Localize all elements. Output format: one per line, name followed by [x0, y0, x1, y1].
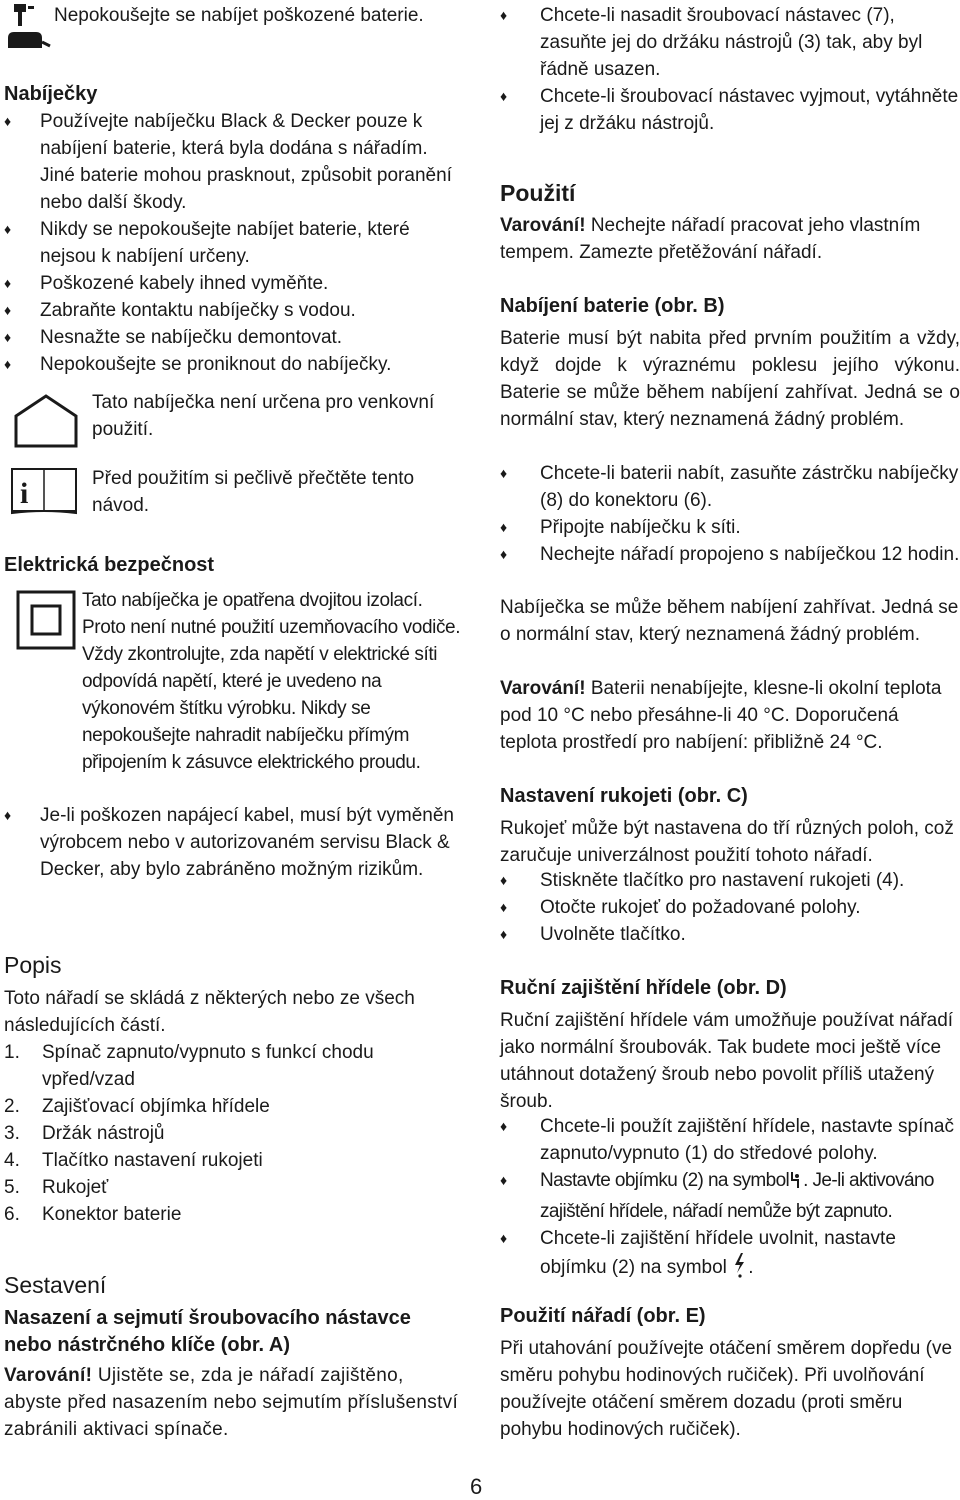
- pouziti-warning: [500, 212, 960, 266]
- left-column: [4, 0, 464, 1440]
- list-item: ♦ Nikdy se nepokoušejte nabíjet baterie, které nejsou k nabíjení určeny.: [4, 216, 464, 270]
- list-item: [500, 1225, 960, 1286]
- lightning-symbol-icon: [732, 1252, 748, 1286]
- warning-text: Nechejte nářadí pracovat jeho vlastním tempem. Zamezte přetěžování nářadí.: [500, 215, 921, 263]
- item-number: 3.: [4, 1123, 20, 1144]
- nabijeni-text: Baterie musí být nabita před prvním použitím a vždy, když dojde k výraznému poklesu jejího výkonu. Baterie se může během nabíjení zahřívat. Jedná se o normální stav, který neznamená žádný problém.: [500, 328, 960, 430]
- list-item: ♦ Poškozené kabely ihned vyměňte.: [4, 270, 464, 297]
- electrical-text: Tato nabíječka je opatřena dvojitou izolací. Proto není nutné použití uzemňovacího vodiče. Vždy zkontrolujte, zda napětí v elektrické síti odpovídá napětí, které je uvedeno na výkonovém štítku výrobku. Nikdy se nepokoušejte nahradit nabíječku přímým připojením k zásuvce elektrického proudu.: [82, 590, 461, 773]
- warning-label: Varování!: [500, 215, 586, 236]
- info-book-icon: [10, 465, 78, 527]
- indoor-note: Tato nabíječka není určena pro venkovní použití.: [92, 392, 435, 440]
- item-text: Nastavte objímku (2) na symbol: [540, 1170, 790, 1191]
- hridel-text: Ruční zajištění hřídele vám umožňuje používat nářadí jako normální šroubovák. Tak budete moci ještě více utáhnout dotažený šroub nebo povolit příliš utažený šroub.: [500, 1010, 954, 1112]
- list-item: ♦ Otočte rukojeť do požadované polohy.: [500, 894, 960, 921]
- item-text: Konektor baterie: [42, 1204, 182, 1225]
- list-item: [500, 1167, 960, 1225]
- electrical-heading: Elektrická bezpečnost: [4, 554, 215, 576]
- list-item: ♦ Stiskněte tlačítko pro nastavení rukojeti (4).: [500, 867, 960, 894]
- shaft-lock-symbol-icon: [789, 1170, 803, 1198]
- warning-label: Varování!: [4, 1365, 93, 1386]
- nabijeni-warning: [500, 675, 960, 756]
- sestaveni-subheading: Nasazení a sejmutí šroubovacího nástavce nebo nástrčného klíče (obr. A): [4, 1307, 411, 1356]
- list-item: ♦ Zabraňte kontaktu nabíječky s vodou.: [4, 297, 464, 324]
- list-item: ♦ Uvolněte tlačítko.: [500, 921, 960, 948]
- rukojet-list: [500, 867, 960, 948]
- nabijeni-heading: Nabíjení baterie (obr. B): [500, 295, 725, 317]
- list-item: ♦ Používejte nabíječku Black & Decker pouze k nabíjení baterie, která byla dodána s nářadím. Jiné baterie mohou prasknout, způsobit poranění nebo další škody.: [4, 108, 464, 216]
- item-text: .: [748, 1257, 754, 1278]
- chargers-heading: Nabíječky: [4, 83, 98, 105]
- pouziti-naradi-text: Při utahování používejte otáčení směrem dopředu (ve směru pohybu hodinových ručiček). Při uvolňování používejte otáčení směrem dozadu (proti směru pohybu hodinových ručiček).: [500, 1338, 953, 1440]
- page-number: 6: [470, 1474, 483, 1499]
- manual-note: Před použitím si pečlivě přečtěte tento návod.: [92, 468, 415, 516]
- chargers-list: [4, 108, 464, 378]
- pouziti-naradi-heading: Použití nářadí (obr. E): [500, 1305, 706, 1327]
- list-item: ♦ Nepokoušejte se proniknout do nabíječky.: [4, 351, 464, 378]
- item-number: 2.: [4, 1096, 20, 1117]
- hridel-heading: Ruční zajištění hřídele (obr. D): [500, 977, 787, 999]
- warning-label: Varování!: [500, 678, 586, 699]
- list-item: ♦ Nechejte nářadí propojeno s nabíječkou 12 hodin.: [500, 541, 960, 568]
- sestaveni-heading: Sestavení: [4, 1272, 107, 1298]
- hridel-list: [500, 1113, 960, 1286]
- popis-intro: Toto nářadí se skládá z některých nebo ze všech následujících částí.: [4, 988, 415, 1036]
- cable-item: ♦ Je-li poškozen napájecí kabel, musí být vyměněn výrobcem nebo v autorizovaném servisu Black & Decker, aby bylo zabráněno možným rizikům.: [4, 802, 464, 883]
- battery-charger-icon: [6, 2, 52, 58]
- list-item: ♦ Připojte nabíječku k síti.: [500, 514, 960, 541]
- sestaveni-warning: [4, 1362, 464, 1443]
- item-text: Zajišťovací objímka hřídele: [42, 1096, 270, 1117]
- warning-text: Ujistěte se, zda je nářadí zajištěno, abyste před nasazením nebo sejmutím příslušenství zabránili aktivaci spínače.: [4, 1365, 459, 1440]
- list-item: [4, 1120, 464, 1147]
- item-text: Chcete-li zajištění hřídele uvolnit, nastavte objímku (2) na symbol: [540, 1228, 896, 1278]
- warning-text: Baterii nenabíjejte, klesne-li okolní teplota pod 10 °C nebo přesáhne-li 40 °C. Doporučená teplota prostředí pro nabíjení: přibližně 24 °C.: [500, 678, 942, 753]
- item-number: 6.: [4, 1204, 20, 1225]
- list-item: ♦ Chcete-li šroubovací nástavec vyjmout, vytáhněte jej z držáku nástrojů.: [500, 83, 960, 137]
- list-item: [4, 1039, 464, 1093]
- item-number: 4.: [4, 1150, 20, 1171]
- bit-list: [500, 2, 960, 137]
- list-item: ♦ Chcete-li použít zajištění hřídele, nastavte spínač zapnuto/vypnuto (1) do středové polohy.: [500, 1113, 960, 1167]
- item-text: Rukojeť: [42, 1177, 109, 1198]
- pouziti-heading: Použití: [500, 180, 576, 206]
- list-item: [4, 1093, 464, 1120]
- double-insulation-icon: [16, 590, 76, 658]
- item-text: Držák nástrojů: [42, 1123, 165, 1144]
- list-item: ♦ Chcete-li nasadit šroubovací nástavec (7), zasuňte jej do držáku nástrojů (3) tak, aby byl řádně usazen.: [500, 2, 960, 83]
- item-number: 1.: [4, 1042, 20, 1063]
- popis-list: [4, 1039, 464, 1228]
- item-text: Spínač zapnuto/vypnuto s funkcí chodu vpřed/vzad: [42, 1042, 374, 1090]
- item-text: . Je-li aktivováno zajištění hřídele, nářadí nemůže být zapnuto.: [540, 1170, 934, 1222]
- list-item: [4, 1174, 464, 1201]
- house-indoor-icon: [10, 392, 82, 458]
- nabijeni-text-2: Nabíječka se může během nabíjení zahřívat. Jedná se o normální stav, který neznamená žádný problém.: [500, 597, 959, 645]
- item-number: 5.: [4, 1177, 20, 1198]
- popis-heading: Popis: [4, 952, 62, 978]
- rukojet-heading: Nastavení rukojeti (obr. C): [500, 785, 748, 807]
- item-text: Tlačítko nastavení rukojeti: [42, 1150, 263, 1171]
- nabijeni-list: [500, 460, 960, 568]
- list-item: [4, 1201, 464, 1228]
- svg-text:i: i: [20, 477, 29, 510]
- top-warning: Nepokoušejte se nabíjet poškozené baterie.: [54, 5, 424, 26]
- rukojet-text: Rukojeť může být nastavena do tří různých poloh, což zaručuje univerzálnost použití tohoto nářadí.: [500, 818, 954, 866]
- list-item: [4, 1147, 464, 1174]
- list-item: ♦ Nesnažte se nabíječku demontovat.: [4, 324, 464, 351]
- list-item: ♦ Chcete-li baterii nabít, zasuňte zástrčku nabíječky (8) do konektoru (6).: [500, 460, 960, 514]
